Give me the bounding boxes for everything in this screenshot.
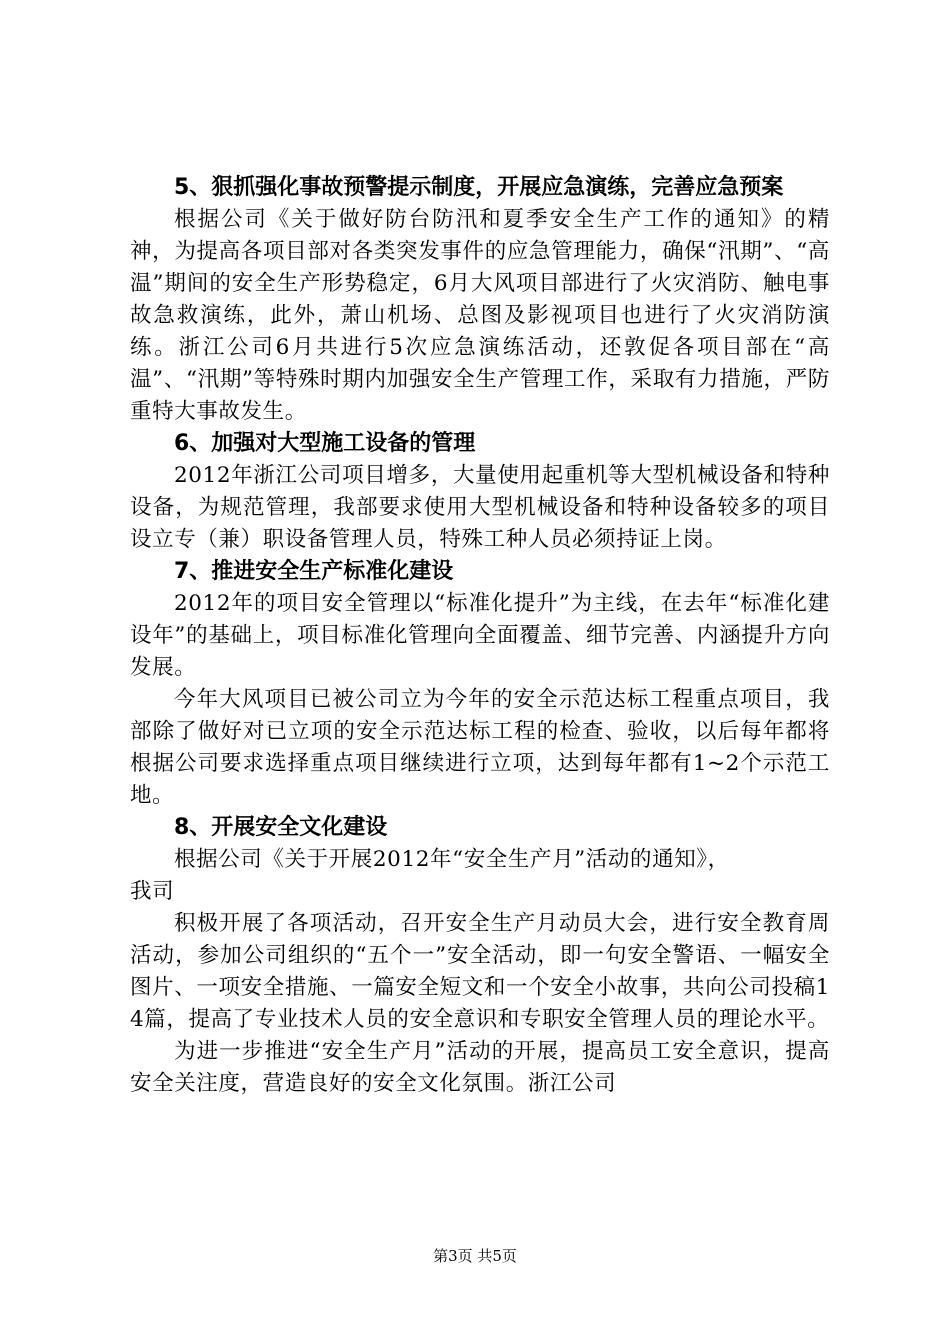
page-number-footer: 第3页 共5页: [433, 1247, 517, 1265]
heading-6: 6、加强对大型施工设备的管理: [174, 431, 476, 456]
paragraph-6-1: 2012年浙江公司项目增多，大量使用起重机等大型机械设备和特种设备，为规范管理，我部要求使用大型机械设备和特种设备较多的项目设立专（兼）职设备管理人员，特殊工种人员必须持证上岗。: [130, 463, 830, 552]
paragraph-8-3: 为进一步推进“安全生产月”活动的开展，提高员工安全意识，提高安全关注度，营造良好的安全文化氛围。浙江公司: [130, 1039, 830, 1096]
heading-5: 5、狠抓强化事故预警提示制度，开展应急演练，完善应急预案: [174, 175, 784, 200]
heading-7: 7、推进安全生产标准化建设: [174, 559, 454, 584]
document-body: [130, 172, 830, 1100]
heading-8: 8、开展安全文化建设: [174, 815, 388, 840]
paragraph-8-1: 根据公司《关于开展2012年“安全生产月”活动的通知》，: [174, 847, 730, 872]
paragraph-5-1: 根据公司《关于做好防台防汛和夏季安全生产工作的通知》的精神，为提高各项目部对各类突发事件的应急管理能力，确保“汛期”、“高温”期间的安全生产形势稳定，6月大风项目部进行了火灾消防、触电事故急救演练，此外，萧山机场、总图及影视项目也进行了火灾消防演练。浙江公司6月共进行5次应急演练活动，还敦促各项目部在“高温”、“汛期”等特殊时期内加强安全生产管理工作，采取有力措施，严防重特大事故发生。: [130, 207, 830, 424]
paragraph-7-2: 今年大风项目已被公司立为今年的安全示范达标工程重点项目，我部除了做好对已立项的安全示范达标工程的检查、验收，以后每年都将根据公司要求选择重点项目继续进行立项，达到每年都有1~2个示范工地。: [130, 687, 830, 808]
paragraph-8-1-cont: 我司: [130, 879, 175, 904]
paragraph-7-1: 2012年的项目安全管理以“标准化提升”为主线，在去年“标准化建设年”的基础上，项目标准化管理向全面覆盖、细节完善、内涵提升方向发展。: [130, 591, 830, 680]
paragraph-8-2: 积极开展了各项活动，召开安全生产月动员大会，进行安全教育周活动，参加公司组织的“五个一”安全活动，即一句安全警语、一幅安全图片、一项安全措施、一篇安全短文和一个安全小故事，共向公司投稿14篇，提高了专业技术人员的安全意识和专职安全管理人员的理论水平。: [130, 911, 830, 1032]
